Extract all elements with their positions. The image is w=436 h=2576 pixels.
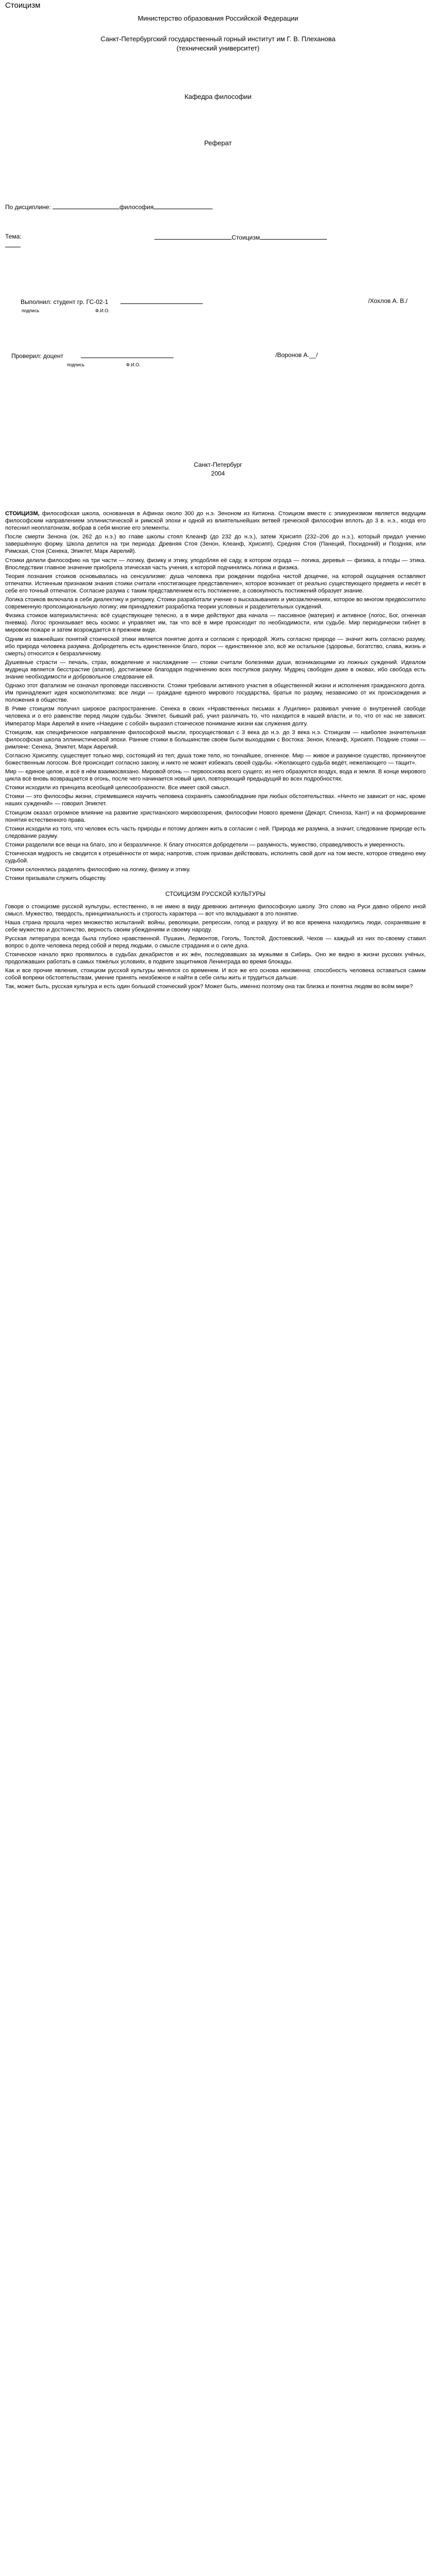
paragraph-19: Стоическая мудрость не сводится к отрешённости от мира; напротив, стоик призван действовать, исполнять свой долг на том месте, которое отведено ему судьбой. <box>5 851 426 865</box>
paragraph-6: Физика стоиков материалистична: всё существующее телесно, а в мире действуют два начала — пассивное (материя) и активное (логос, Бог, огненная пневма). Логос пронизывает весь космос и управляет им, так что всё в мире происходит по необходимости, или судьбе. Мир периодически гибнет в мировом пожаре и затем возрождается в прежнем виде. <box>5 613 426 634</box>
university-subtitle: (технический университет) <box>176 44 260 52</box>
student-signature-line <box>120 297 203 304</box>
document-type: Реферат <box>204 139 232 147</box>
student-signature-caption: подпись <box>22 308 40 313</box>
department-line: Кафедра философии <box>184 93 252 100</box>
discipline-line-left <box>53 202 119 209</box>
section-2-paragraph-5: Как и все прочие явления, стоицизм русской культуры менялся со временем. И все же его основа неизменна: способность человека оставаться самим собой вопреки обстоятельствам, умение принять неизбежное и найти в себе силы жить и трудиться дальше. <box>5 968 426 981</box>
student-label: Выполнил: студент гр. ГС-02-1 <box>21 298 109 306</box>
ministry-line: Министерство образования Российской Федерации <box>137 14 299 22</box>
paragraph-14: Стоики исходили из принципа всеобщей целесообразности. Все имеет свой смысл. <box>5 785 230 791</box>
checker-signature-line <box>81 351 173 358</box>
city-line: Санкт-Петербург <box>194 461 242 468</box>
section-2-paragraph-2: Наша страна прошла через множество испытаний: войны, революции, репрессии, голод и разруху. И во все времена находились люди, сохранявшие в себе мужество и достоинство, верность своим убеждениям и своему народу. <box>5 919 426 933</box>
paragraph-7: Одним из важнейших понятий стоической этики является понятие долга и согласия с природой. Жить согласно природе — значит жить согласно разуму, ибо природа человека разумна. Добродетель есть единственное благо, порок — единственное зло, всё же остальное (здоровье, богатство, слава, жизнь и смерть) относится к безразличному. <box>5 636 426 657</box>
paragraph-12: Согласно Хрисиппу, существует только мир, состоящий из тел; душа тоже тело, но тончайшее, огненное. Мир — живое и разумное существо, проникнутое божественным логосом. Всё происходит согласно закону, и никто не может избежать своей судьбы. «Желающего судьба ведёт, нежелающего — тащит». <box>5 752 426 766</box>
checker-name: /Воронов А.__/ <box>275 351 318 359</box>
discipline-line-right <box>153 202 213 209</box>
paragraph-13: Мир — единое целое, и всё в нём взаимосвязано. Мировой огонь — первооснова всего сущего; из него образуются воздух, вода и земля. В конце мирового цикла всё вновь возвращается в огонь, после чего начинается новый цикл, повторяющий предыдущий во всех подробностях. <box>5 769 426 783</box>
paragraph-4: Теория познания стоиков основывалась на сенсуализме: душа человека при рождении подобна чистой дощечке, на которой ощущения оставляют отпечатки. Истинным признаком знания стоики считали «постигающее представление», которое возникает от реально существующего предмета и несёт в себе его точный отпечаток. Согласие разума с таким представлением есть постижение, а совокупность постижений образует знание. <box>5 573 426 594</box>
paragraph-2: После смерти Зенона (ок. 262 до н.э.) во главе школы стоял Клеанф (до 232 до н.э.), затем Хрисипп (232–206 до н.э.), который придал учению завершённую форму. Школа делится на три периода: Древняя Стоя (Зенон, Клеанф, Хрисипп), Средняя Стоя (Панеций, Посидоний) и Поздняя, или Римская, Стоя (Сенека, Эпиктет, Марк Аврелий). <box>5 534 426 555</box>
paragraph-3: Стоики делили философию на три части — логику, физику и этику, уподобляя её саду, в котором ограда — логика, деревья — физика, а плоды — этика. Впоследствии главное значение приобрела этическая часть учения, к которой подчинялись логика и физика. <box>5 557 426 571</box>
discipline-label: По дисциплине: <box>5 204 51 211</box>
paragraph-20: Стоики склонялись разделять философию на логику, физику и этику. <box>5 867 191 873</box>
paragraph-17: Стоики исходили из того, что человек есть часть природы и потому должен жить в согласии с ней. Природа же разумна, а значит, следование природе есть следование разуму. <box>5 825 426 839</box>
paragraph-21: Стоики призывали служить обществу. <box>5 875 107 882</box>
paragraph-1 <box>5 510 426 532</box>
section-2-paragraph-1: Говоря о стоицизме русской культуры, естественно, я не имею в виду древнюю античную философскую школу. Это слово на Руси давно обрело иной смысл. Мужество, твердость, принципиальность и строгость характера — вот что вкладывают в это понятие. <box>5 903 426 917</box>
year-line: 2004 <box>211 470 225 477</box>
checker-signature-caption: подпись <box>67 362 85 367</box>
paragraph-10: В Риме стоицизм получил широкое распространение. Сенека в своих «Нравственных письмах к Луцилию» развивал учение о внутренней свободе человека и о его равенстве перед лицом судьбы. Эпиктет, бывший раб, учил различать то, что находится в нашей власти, и то, что от нас не зависит. Император Марк Аврелий в книге «Наедине с собой» выразил стоическое понимание жизни как служения долгу. <box>5 706 426 727</box>
student-name: /Хохлов А. В./ <box>368 297 408 304</box>
student-fio-caption: Ф.И.О. <box>95 308 110 313</box>
paragraph-1-lead: СТОИЦИЗМ, <box>5 511 40 517</box>
topic-line-right <box>260 233 327 240</box>
topic-label: Тема: <box>5 233 22 240</box>
paragraph-8: Душевные страсти — печаль, страх, вожделение и наслаждение — стоики считали болезнями души, возникающими из ложных суждений. Идеалом мудреца является бесстрастие (апатия), достигаемое благодаря подчинению всех поступков разуму. Мудрец свободен даже в оковах, ибо свобода есть знание необходимости и добровольное следование ей. <box>5 659 426 680</box>
document-title: Стоицизм <box>5 1 41 10</box>
topic-value: Стоицизм <box>232 234 260 241</box>
paragraph-1-text: философская школа, основанная в Афинах около 300 до н.э. Зеноном из Китиона. Стоицизм вместе с эпикуреизмом является ведущим философским направлением эллинистической и римской эпохи и одной из влиятельнейших ветвей греческой философии вплоть до 3 в. н.э., когда его потеснил неоплатонизм, вобрав в себя многие его элементы. <box>5 511 426 532</box>
discipline-row <box>5 202 431 211</box>
main-body <box>5 510 426 992</box>
paragraph-15: Стоики — это философы жизни, стремившиеся научить человека сохранять самообладание при любых обстоятельствах. «Ничто не зависит от нас, кроме наших суждений» — говорил Эпиктет. <box>5 793 426 807</box>
paragraph-11: Стоицизм, как специфическое направление философской мысли, просуществовал с 3 века до н.э. до 3 века н.э. Стоицизм — наиболее значительная философская школа эллинистической эпохи. Ранние стоики в большинстве своём были выходцами с Востока: Зенон, Клеанф, Хрисипп. Поздние стоики — римляне: Сенека, Эпиктет, Марк Аврелий. <box>5 729 426 750</box>
section-2-paragraph-4: Стоическое начало ярко проявилось в судьбах декабристов и их жён, последовавших за мужьями в Сибирь. Оно же видно в жизни русских учёных, продолжавших работать в самых тяжёлых условиях, в подвиге защитников Ленинграда во время блокады. <box>5 952 426 965</box>
paragraph-16: Стоицизм оказал огромное влияние на развитие христианского мировоззрения, философии Нового времени (Декарт, Спиноза, Кант) и на формирование понятия естественного права. <box>5 809 426 823</box>
discipline-value: философия <box>119 204 154 211</box>
paragraph-18: Стоики разделили все вещи на благо, зло и безразличное. К благу относятся добродетели — разумность, мужество, справедливость и умеренность. <box>5 841 406 848</box>
checker-fio-caption: Ф.И.О. <box>126 362 141 367</box>
paragraph-5: Логика стоиков включала в себя диалектику и риторику. Стоики разработали учение о высказываниях и умозаключениях, которое во многом предвосхитило современную пропозициональную логику; им принадлежит разработка теории условных и разделительных суждений. <box>5 597 426 611</box>
section-2-paragraph-3: Русская литература всегда была глубоко нравственной. Пушкин, Лермонтов, Гоголь, Толстой, Достоевский, Чехов — каждый из них по-своему ставил вопрос о долге человека перед собой и перед людьми, о смысле страдания и о силе духа. <box>5 935 426 949</box>
section-2-heading: СТОИЦИЗМ РУССКОЙ КУЛЬТУРЫ <box>165 890 266 898</box>
section-2-paragraph-6: Так, может быть, русская культура и есть один большой стоический урок? Может быть, именно поэтому она так близка и понятна людям во всём мире? <box>5 984 413 990</box>
university-line: Санкт-Петербургский государственный горный институт им Г. В. Плеханова <box>100 35 336 43</box>
topic-row <box>154 233 431 241</box>
paragraph-9: Однако этот фатализм не означал проповеди пассивности. Стоики требовали активного участия в общественной жизни и исполнения гражданского долга. Им принадлежит идея космополитизма: все люди — граждане единого мирового государства, братья по разуму, независимо от их происхождения и положения в обществе. <box>5 683 426 704</box>
topic-line-left <box>154 233 232 240</box>
checker-label: Проверил: доцент <box>11 352 64 360</box>
